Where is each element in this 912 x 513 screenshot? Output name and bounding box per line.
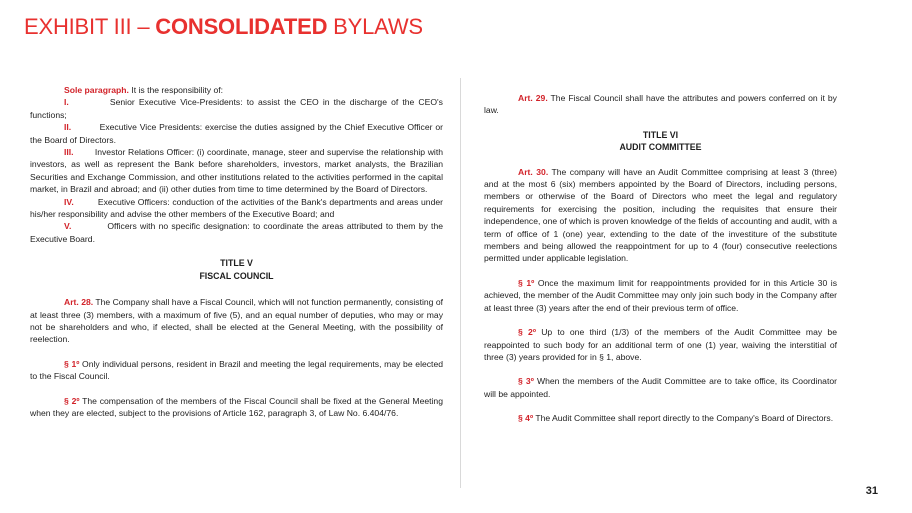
title-prefix: EXHIBIT III – (24, 14, 156, 39)
art-29-text: The Fiscal Council shall have the attributes and powers conferred on it by law. (484, 93, 837, 116)
art-29-label: Art. 29. (518, 93, 548, 103)
art-30-p3-label: § 3º (518, 376, 534, 387)
list-item (30, 220, 443, 245)
item-number: III. (64, 147, 74, 158)
art-30-paragraph-4 (484, 412, 837, 424)
list-item (30, 96, 443, 121)
art-28-p2-label: § 2º (64, 395, 80, 406)
art-28-paragraph-2 (30, 395, 443, 420)
page-number: 31 (865, 485, 878, 497)
art-30-paragraph-1 (484, 277, 837, 314)
spacer (484, 400, 837, 412)
item-number: V. (64, 221, 72, 232)
art-28-p1-text: Only individual persons, resident in Brazil and meeting the legal requirements, may be elected to the Fiscal Council. (30, 358, 443, 382)
art-30-text: The company will have an Audit Committee comprising at least 3 (three) and at the most 6 (six) members appointed by the Board of Directors, including persons, members or otherwise of the Board of Directors who meet the legal and regulatory requirements for exercising the position, including the requisites that ensure their independence, one of which is proven knowledge of the fields of accounting and audit, with a term of office of 1 (one) year, extending to the date of the investiture of the substitute members and being allowed the reappointment for up to 4 (four) consecutive reelections permitted under applicable legislation. (484, 166, 837, 264)
title-vi-name: AUDIT COMMITTEE (619, 142, 702, 153)
spacer (484, 265, 837, 277)
spacer (30, 245, 443, 257)
art-28-p2-text: The compensation of the members of the Fiscal Council shall be fixed at the General Meeting when they are elected, subject to the provisions of Article 162, paragraph 3, of Law No. 6.404/76. (30, 395, 443, 418)
title-vi: TITLE VI (642, 129, 679, 140)
item-text: Investor Relations Officer: (i) coordinate, manage, steer and supervise the relationship with investors, as well as represent the Bank before shareholders, investors, market analysts, the Brazilian Securities and Exchange Commission, and other institutions related to the activities performed in the capital market, in Brazil and abroad; and (ii) other duties from time to time determined by the Board of Directors. (30, 147, 443, 195)
art-30-label: Art. 30. (518, 166, 549, 177)
spacer (30, 346, 443, 358)
spacer (484, 154, 837, 166)
art-28-text: The Company shall have a Fiscal Council, which will not function permanently, consisting of at least three (3) members, with a maximum of five (5), and an equal number of deputies, who may or may not be shareholders and who, if elected, shall be elected at the General Meeting, with the possibility of reelection. (30, 297, 443, 345)
art-29 (484, 92, 837, 117)
list-item (30, 146, 443, 196)
art-30-p1-text: Once the maximum limit for reappointments provided for in this Article 30 is achieved, the member of the Audit Committee may only join such body in the Company after at least three (3) years after the end of their previous term of office. (484, 277, 838, 313)
list-item (30, 121, 443, 146)
item-text: Senior Executive Vice-Presidents: to assist the CEO in the discharge of the CEO's functions; (30, 97, 443, 120)
item-number: I. (64, 97, 69, 108)
art-28 (30, 296, 443, 346)
art-30-p1-label: § 1º (518, 277, 535, 288)
item-text: Executive Officers: conduction of the activities of the Bank's departments and areas under his/her responsibility and advise the other members of the Executive Board; and (30, 196, 443, 220)
item-text: Executive Vice Presidents: exercise the duties assigned by the Chief Executive Officer or the Board of Directors. (30, 122, 443, 145)
art-30-paragraph-3 (484, 375, 837, 400)
art-30-p2-text: Up to one third (1/3) of the members of the Audit Committee may be reappointed to such body for an additional term of one (1) year, waiving the interstitial of three (3) years provided for in § 1, above. (484, 327, 837, 362)
list-item (30, 196, 443, 221)
spacer (30, 383, 443, 395)
art-28-p1-label: § 1º (64, 358, 80, 369)
item-number: II. (64, 122, 72, 133)
art-30-p4-label: § 4º (518, 413, 534, 424)
spacer (484, 363, 837, 375)
item-text: Officers with no specific designation: to coordinate the areas attributed to them by the Executive Board. (30, 221, 444, 244)
title-suffix: BYLAWS (327, 14, 423, 39)
art-30-p2-label: § 2º (518, 327, 536, 338)
title-v-name: FISCAL COUNCIL (199, 270, 274, 281)
art-30-p4-text: The Audit Committee shall report directly to the Company's Board of Directors. (533, 413, 834, 424)
right-column (484, 92, 837, 425)
spacer (30, 282, 443, 296)
title-bold: CONSOLIDATED (155, 14, 328, 39)
art-28-paragraph-1 (30, 358, 443, 383)
left-column (30, 84, 443, 419)
sole-paragraph-text: It is the responsibility of: (128, 85, 224, 95)
title-v: TITLE V (220, 258, 253, 269)
art-30-p3-text: When the members of the Audit Committee are to take office, its Coordinator will be appointed. (484, 376, 837, 399)
art-28-label: Art. 28. (64, 297, 94, 308)
art-30 (484, 166, 837, 265)
column-divider (460, 78, 461, 488)
spacer (484, 314, 837, 326)
spacer (484, 117, 837, 129)
item-number: IV. (64, 196, 74, 207)
sole-paragraph (30, 84, 443, 96)
page-title (24, 14, 423, 40)
art-30-paragraph-2 (484, 326, 837, 363)
sole-paragraph-label: Sole paragraph. (64, 85, 129, 95)
